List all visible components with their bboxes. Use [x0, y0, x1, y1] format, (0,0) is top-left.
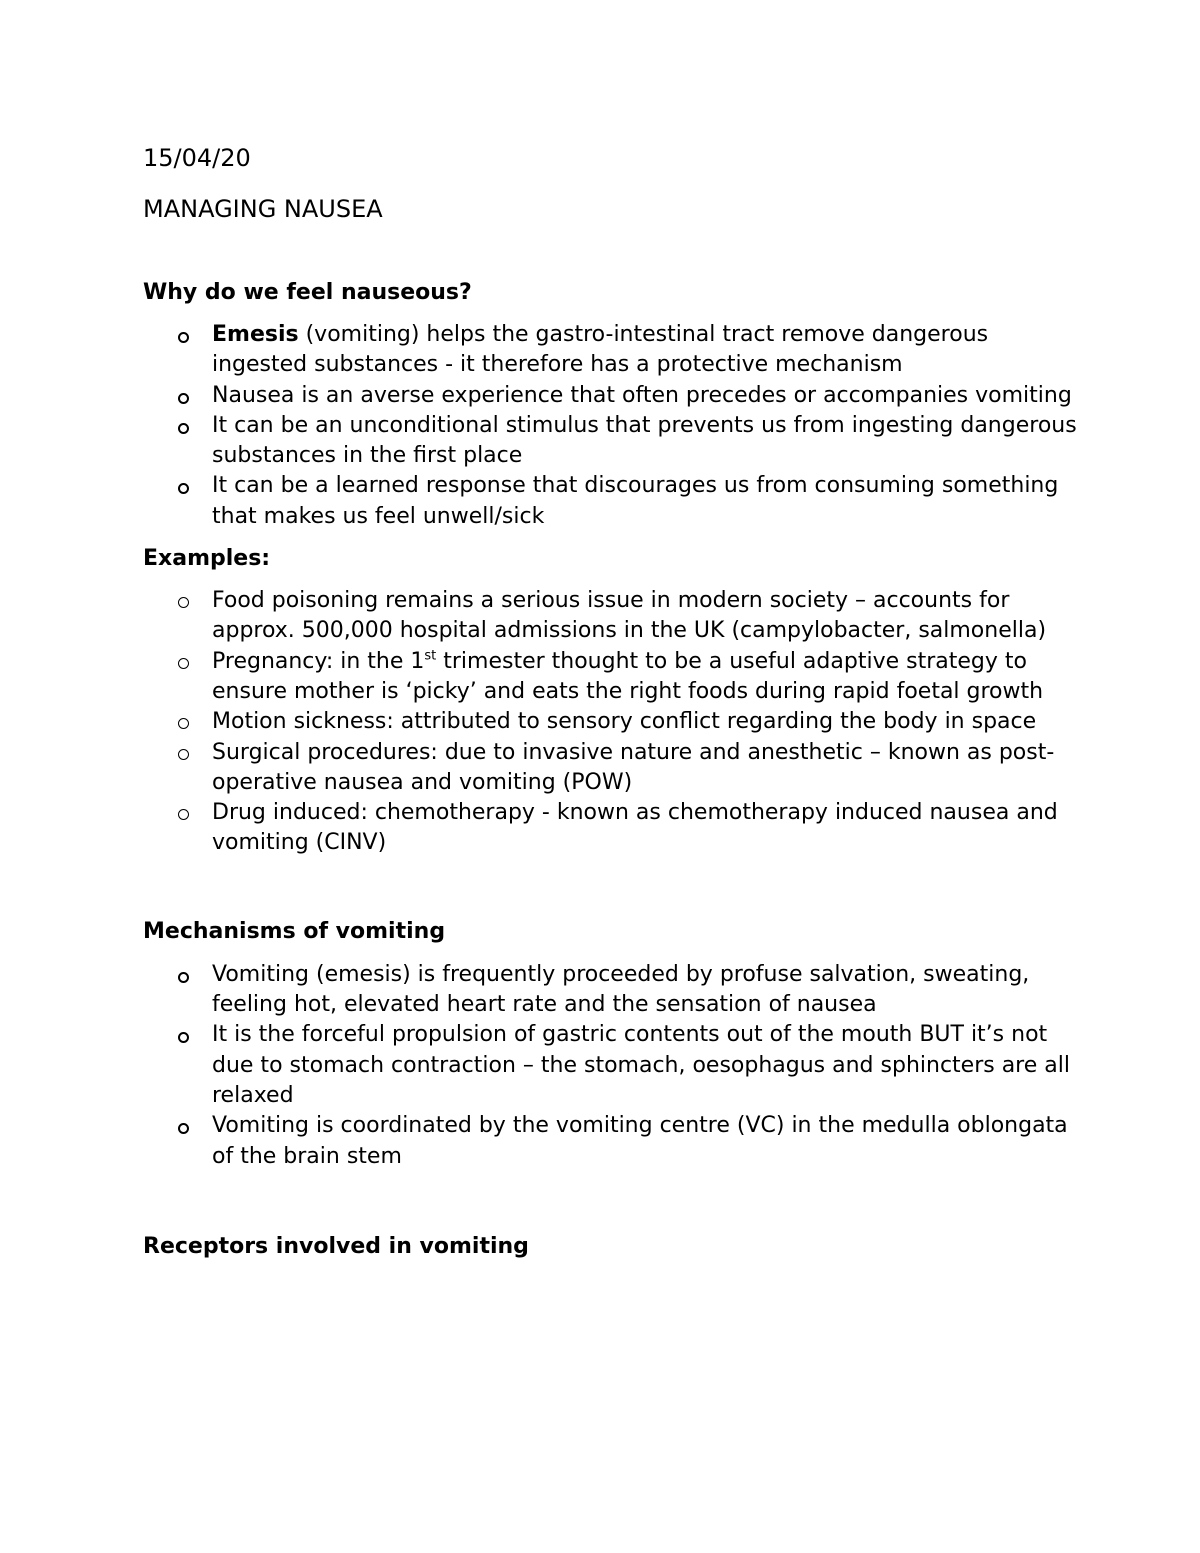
list-item [143, 738, 1080, 799]
heading-examples: Examples: [143, 546, 271, 572]
list-item-text: Vomiting is coordinated by the vomiting centre (VC) in the medulla oblongata of the brain stem [212, 1113, 1068, 1169]
list-mechanisms [143, 960, 1080, 1172]
list-item [143, 960, 1080, 1021]
list-item-text: Pregnancy: in the 1 [212, 648, 425, 674]
list-item-text: It is the forceful propulsion of gastric contents out of the mouth BUT it’s not due to stomach contraction – the stomach, oesophagus and sphincters are all relaxed [212, 1022, 1070, 1108]
list-item [143, 647, 1080, 708]
list-examples [143, 586, 1080, 859]
circle-bullet-icon [178, 658, 189, 669]
list-item-text: Surgical procedures: due to invasive nature and anesthetic – known as post-operative nausea and vomiting (POW) [212, 739, 1055, 795]
circle-bullet-icon [178, 1123, 189, 1134]
list-item [143, 381, 1080, 411]
list-item [143, 471, 1080, 532]
heading-mechanisms: Mechanisms of vomiting [143, 918, 446, 944]
list-item-text: It can be an unconditional stimulus that prevents us from ingesting dangerous substances in the first place [212, 412, 1077, 469]
term-emesis: Emesis [212, 322, 299, 347]
list-item-text: Motion sickness: attributed to sensory conflict regarding the body in space [212, 709, 1037, 735]
list-why-nauseous [143, 320, 1080, 532]
list-item-text: trimester thought to be a useful adaptive strategy to ensure mother is ‘picky’ and eats the right foods during rapid foetal growth [212, 648, 1044, 704]
heading-receptors: Receptors involved in vomiting [143, 1233, 529, 1259]
list-item [143, 320, 1080, 381]
circle-bullet-icon [178, 423, 189, 434]
list-item [143, 1020, 1080, 1111]
circle-bullet-icon [178, 718, 189, 729]
list-item [143, 586, 1080, 647]
list-item [143, 707, 1080, 737]
circle-bullet-icon [178, 972, 189, 983]
circle-bullet-icon [178, 393, 189, 404]
document-date: 15/04/20 [143, 144, 251, 172]
heading-why-nauseous: Why do we feel nauseous? [143, 280, 472, 305]
list-item-text: It can be a learned response that discourages us from consuming something that makes us feel unwell/sick [212, 473, 1059, 529]
list-item-text: Vomiting (emesis) is frequently proceeded by profuse salvation, sweating, feeling hot, elevated heart rate and the sensation of nausea [212, 961, 1030, 1018]
circle-bullet-icon [178, 1032, 189, 1043]
list-item-text: Drug induced: chemotherapy - known as chemotherapy induced nausea and vomiting (CINV) [212, 800, 1058, 856]
list-item-text: Nausea is an averse experience that often precedes or accompanies vomiting [212, 382, 1072, 408]
circle-bullet-icon [178, 332, 189, 343]
circle-bullet-icon [178, 483, 189, 494]
circle-bullet-icon [178, 749, 189, 760]
document-title: MANAGING NAUSEA [143, 195, 383, 223]
circle-bullet-icon [178, 597, 189, 608]
list-item-text: Food poisoning remains a serious issue in modern society – accounts for approx. 500,000 hospital admissions in the UK (campylobacter, salmonella) [212, 588, 1047, 644]
list-item [143, 798, 1080, 859]
list-item [143, 411, 1080, 472]
circle-bullet-icon [178, 809, 189, 820]
list-item-text: (vomiting) helps the gastro-intestinal tract remove dangerous ingested substances - it therefore has a protective mechanism [212, 322, 989, 378]
superscript: st [424, 648, 437, 664]
list-item [143, 1111, 1080, 1172]
